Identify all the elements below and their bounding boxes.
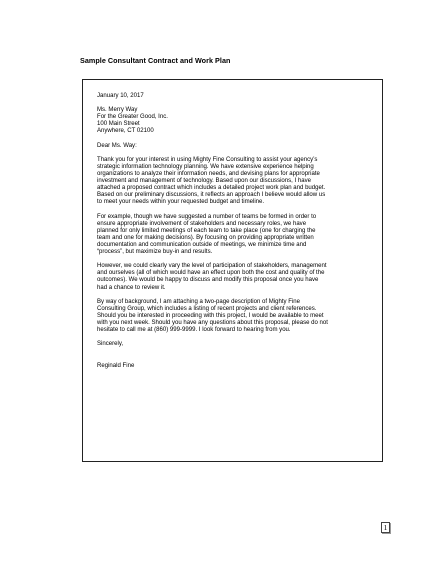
- paragraph-however: [97, 263, 374, 291]
- paragraph-line: Should you be interested in proceeding with this project, I would be available to meet: [97, 312, 324, 319]
- spacer: [97, 207, 374, 214]
- paragraph-line: investment and management of technology. Based upon our discussions, I have: [97, 178, 312, 185]
- spacer: [97, 100, 374, 107]
- signature-name: Reginald Fine: [97, 362, 135, 369]
- paragraph-line: Thank you for your interest in using Mighty Fine Consulting to assist your agency’s: [97, 156, 318, 163]
- recipient-street: 100 Main Street: [97, 121, 140, 128]
- paragraph-line: For example, though we have suggested a number of teams be formed in order to: [97, 213, 317, 220]
- recipient-address: [97, 107, 374, 135]
- paragraph-line: and ourselves (all of which would have an effect upon both the cost and quality of the: [97, 270, 325, 277]
- spacer: [97, 334, 374, 341]
- recipient-name: Ms. Merry Way: [97, 107, 138, 114]
- paragraph-line: attached a proposed contract which includes a detailed project work plan and budget.: [97, 185, 326, 192]
- paragraph-line: with you next week. Should you have any questions about this proposal, please do not: [97, 320, 328, 326]
- paragraph-line: team and one for making decisions). By focusing on providing appropriate written: [97, 234, 314, 241]
- spacer: [97, 355, 374, 362]
- paragraph-line: organizations to analyze their information needs, and devising plans for appropriate: [97, 171, 320, 178]
- paragraph-line: had a chance to review it.: [97, 284, 166, 291]
- paragraph-example: [97, 214, 374, 257]
- paragraph-line: Based on our preliminary discussions, it reflects an approach I believe would allow us: [97, 192, 326, 199]
- paragraph-intro: [97, 157, 374, 207]
- paragraph-line: to meet your needs within your requested budget and timeline.: [97, 199, 265, 206]
- paragraph-line: outcomes). We would be happy to discuss and modify this proposal once you have: [97, 277, 319, 284]
- recipient-city: Anywhere, CT 02100: [97, 128, 154, 135]
- document-title: Sample Consultant Contract and Work Plan: [80, 56, 231, 65]
- paragraph-line: By way of background, I am attaching a two-page description of Mighty Fine: [97, 298, 301, 305]
- paragraph-line: strategic information technology planning. We have extensive experience helping: [97, 163, 314, 170]
- recipient-organization: For the Greater Good, Inc.: [97, 114, 168, 121]
- letter-body: [97, 93, 374, 370]
- paragraph-line: ensure appropriate involvement of stakeholders and necessary roles, we have: [97, 220, 307, 227]
- paragraph-line: However, we could clearly vary the level of participation of stakeholders, management: [97, 263, 327, 270]
- spacer: [97, 256, 374, 263]
- spacer: [97, 136, 374, 143]
- paragraph-line: Consulting Group, which includes a listing of recent projects and client references.: [97, 305, 317, 312]
- letter-frame: [82, 79, 383, 462]
- paragraph-line: planned for only limited meetings of each team to take place (one for charging the: [97, 227, 316, 234]
- paragraph-line: “process”, but maximize buy-in and results.: [97, 249, 213, 256]
- spacer: [97, 348, 374, 355]
- spacer: [97, 150, 374, 157]
- closing: Sincerely,: [97, 341, 124, 348]
- paragraph-background: [97, 299, 374, 334]
- page-number-badge: 1: [381, 522, 390, 533]
- salutation: Dear Ms. Way:: [97, 142, 137, 149]
- spacer: [97, 292, 374, 299]
- letter-date: January 10, 2017: [97, 93, 144, 99]
- paragraph-line: documentation and communication outside of meetings, we minimize time and: [97, 241, 307, 248]
- paragraph-line: hesitate to call me at (860) 999-9999. I look forward to hearing from you.: [97, 327, 291, 334]
